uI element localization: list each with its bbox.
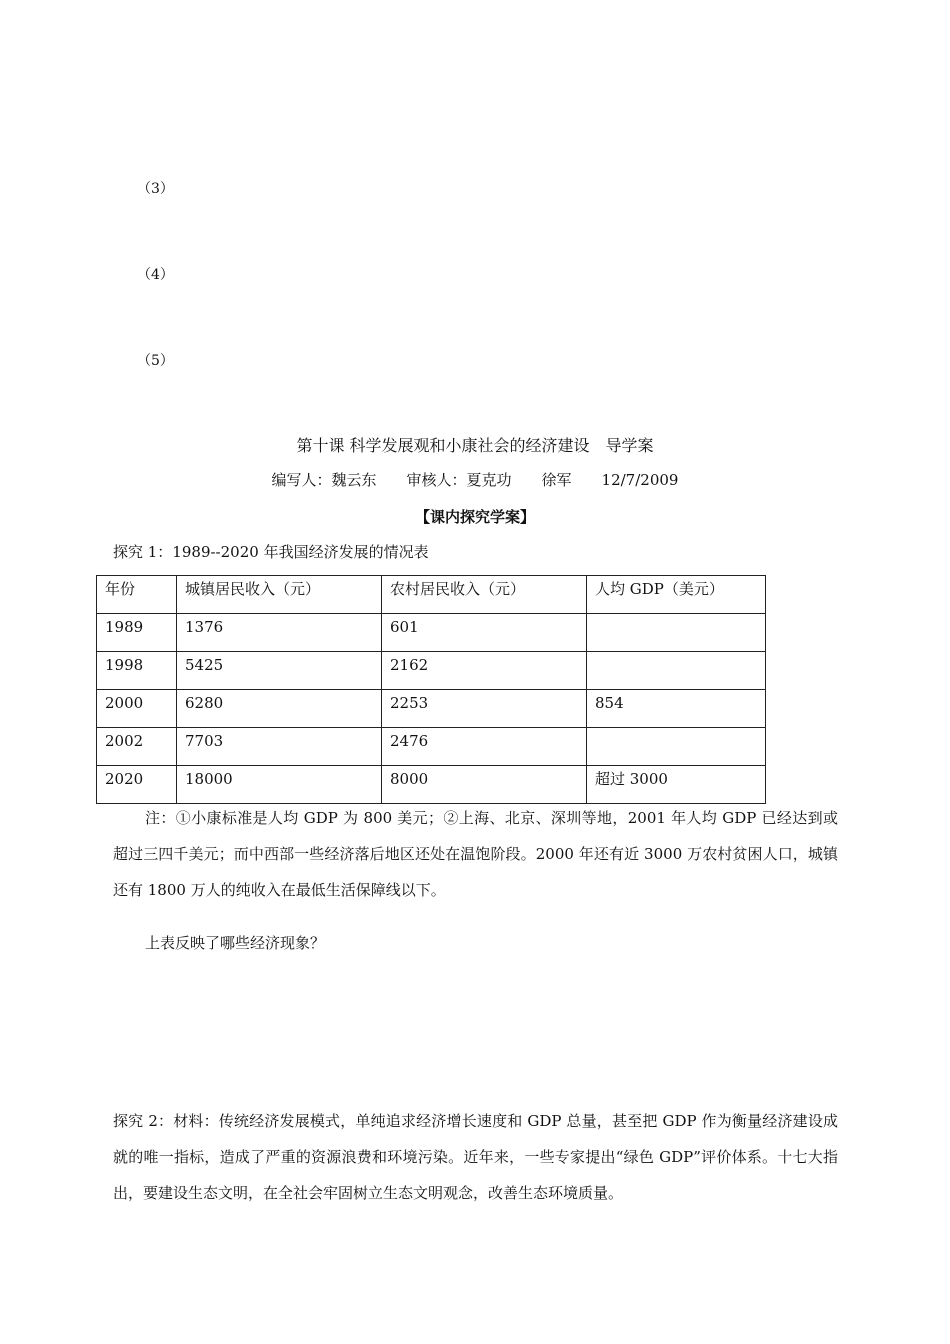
cell-urban: 7703 [177,728,382,766]
header-year: 年份 [97,576,177,614]
authors-line: 编写人：魏云东 审核人：夏克功 徐军 12/7/2009 [271,471,679,489]
cell-year: 2000 [97,690,177,728]
cell-urban: 5425 [177,652,382,690]
item-number-4: （4） [137,267,174,283]
table-row [97,728,766,766]
table-row [97,690,766,728]
header-gdp-per-capita: 人均 GDP（美元） [587,576,766,614]
table-row [97,766,766,804]
cell-year: 2002 [97,728,177,766]
question-text: 上表反映了哪些经济现象？ [145,934,326,952]
header-urban-income: 城镇居民收入（元） [177,576,382,614]
inquiry2-material: 探究 2：材料：传统经济发展模式，单纯追求经济增长速度和 GDP 总量，甚至把 GDP 作为衡量经济建设成就的唯一指标，造成了严重的资源浪费和环境污染。近年来，一些专家提出“绿色 GDP”评价体系。十七大指出，要建设生态文明，在全社会牢固树立生态文明观念，改善生态环境质量。 [113,1112,838,1202]
cell-urban: 1376 [177,614,382,652]
header-rural-income: 农村居民收入（元） [382,576,587,614]
cell-urban: 6280 [177,690,382,728]
table-note: 注：①小康标准是人均 GDP 为 800 美元；②上海、北京、深圳等地，2001 年人均 GDP 已经达到或超过三四千美元；而中西部一些经济落后地区还处在温饱阶段。2000 年还有近 3000 万农村贫困人口，城镇还有 1800 万人的纯收入在最低生活保障线以下。 [113,809,838,899]
cell-rural: 2476 [382,728,587,766]
page-title: 第十课 科学发展观和小康社会的经济建设 导学案 [296,436,654,455]
table-header-row [97,576,766,614]
cell-urban: 18000 [177,766,382,804]
cell-year: 1998 [97,652,177,690]
section-heading: 【课内探究学案】 [414,508,535,526]
cell-rural: 8000 [382,766,587,804]
cell-rural: 601 [382,614,587,652]
cell-rural: 2253 [382,690,587,728]
item-number-3: （3） [137,181,174,197]
cell-gdp: 854 [587,690,766,728]
cell-gdp [587,728,766,766]
cell-year: 1989 [97,614,177,652]
cell-gdp: 超过 3000 [587,766,766,804]
cell-gdp [587,652,766,690]
table-row [97,614,766,652]
item-number-5: （5） [137,353,174,369]
economy-table [96,575,766,804]
table-row [97,652,766,690]
table-caption: 探究 1：1989--2020 年我国经济发展的情况表 [113,543,429,561]
cell-year: 2020 [97,766,177,804]
cell-gdp [587,614,766,652]
cell-rural: 2162 [382,652,587,690]
